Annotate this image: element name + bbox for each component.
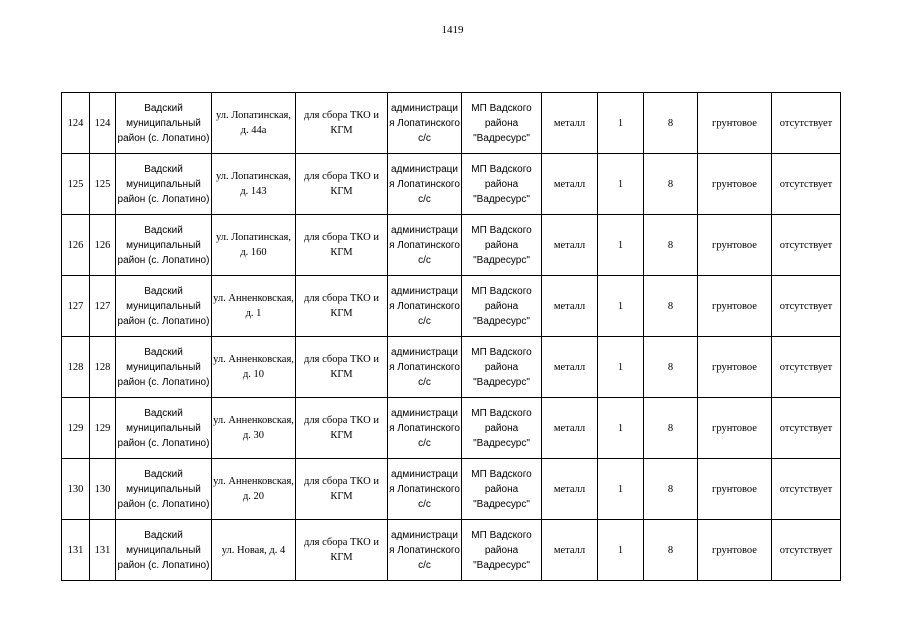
cell-district: Вадский муниципальный район (с. Лопатино) xyxy=(116,93,212,154)
table-body xyxy=(62,93,841,581)
cell-operator: МП Вадского района "Вадресурс" xyxy=(462,520,542,581)
cell-material: металл xyxy=(542,276,598,337)
cell-surface: грунтовое xyxy=(698,520,772,581)
cell-number: 125 xyxy=(62,154,90,215)
cell-operator: МП Вадского района "Вадресурс" xyxy=(462,276,542,337)
cell-fence: отсутствует xyxy=(772,93,841,154)
cell-purpose: для сбора ТКО и КГМ xyxy=(296,459,388,520)
cell-fence: отсутствует xyxy=(772,215,841,276)
cell-count: 1 xyxy=(598,459,644,520)
cell-operator: МП Вадского района "Вадресурс" xyxy=(462,398,542,459)
table-row xyxy=(62,93,841,154)
table-row xyxy=(62,215,841,276)
cell-material: металл xyxy=(542,459,598,520)
cell-register-number: 131 xyxy=(90,520,116,581)
registry-table xyxy=(61,92,841,581)
cell-operator: МП Вадского района "Вадресурс" xyxy=(462,459,542,520)
cell-register-number: 128 xyxy=(90,337,116,398)
cell-number: 129 xyxy=(62,398,90,459)
cell-fence: отсутствует xyxy=(772,459,841,520)
cell-number: 124 xyxy=(62,93,90,154)
cell-owner: администрация Лопатинского с/с xyxy=(388,459,462,520)
table-row xyxy=(62,398,841,459)
cell-register-number: 130 xyxy=(90,459,116,520)
cell-operator: МП Вадского района "Вадресурс" xyxy=(462,215,542,276)
cell-address: ул. Анненковская, д. 1 xyxy=(212,276,296,337)
cell-address: ул. Анненковская, д. 10 xyxy=(212,337,296,398)
cell-owner: администрация Лопатинского с/с xyxy=(388,215,462,276)
cell-number: 131 xyxy=(62,520,90,581)
cell-address: ул. Новая, д. 4 xyxy=(212,520,296,581)
cell-fence: отсутствует xyxy=(772,337,841,398)
cell-operator: МП Вадского района "Вадресурс" xyxy=(462,337,542,398)
cell-register-number: 125 xyxy=(90,154,116,215)
cell-district: Вадский муниципальный район (с. Лопатино) xyxy=(116,215,212,276)
cell-district: Вадский муниципальный район (с. Лопатино) xyxy=(116,520,212,581)
cell-number: 130 xyxy=(62,459,90,520)
cell-count: 1 xyxy=(598,276,644,337)
cell-material: металл xyxy=(542,154,598,215)
cell-surface: грунтовое xyxy=(698,215,772,276)
cell-volume: 8 xyxy=(644,520,698,581)
cell-number: 127 xyxy=(62,276,90,337)
cell-volume: 8 xyxy=(644,154,698,215)
cell-volume: 8 xyxy=(644,459,698,520)
cell-address: ул. Лопатинская, д. 143 xyxy=(212,154,296,215)
cell-fence: отсутствует xyxy=(772,398,841,459)
cell-material: металл xyxy=(542,215,598,276)
table-row xyxy=(62,520,841,581)
cell-address: ул. Лопатинская, д. 44а xyxy=(212,93,296,154)
cell-number: 128 xyxy=(62,337,90,398)
cell-volume: 8 xyxy=(644,337,698,398)
cell-address: ул. Анненковская, д. 20 xyxy=(212,459,296,520)
cell-purpose: для сбора ТКО и КГМ xyxy=(296,93,388,154)
cell-count: 1 xyxy=(598,520,644,581)
cell-count: 1 xyxy=(598,154,644,215)
cell-purpose: для сбора ТКО и КГМ xyxy=(296,398,388,459)
table-row xyxy=(62,276,841,337)
cell-count: 1 xyxy=(598,93,644,154)
table-row xyxy=(62,154,841,215)
cell-material: металл xyxy=(542,398,598,459)
cell-address: ул. Лопатинская, д. 160 xyxy=(212,215,296,276)
cell-register-number: 129 xyxy=(90,398,116,459)
cell-surface: грунтовое xyxy=(698,459,772,520)
cell-owner: администрация Лопатинского с/с xyxy=(388,154,462,215)
cell-volume: 8 xyxy=(644,93,698,154)
cell-district: Вадский муниципальный район (с. Лопатино) xyxy=(116,398,212,459)
page-number: 1419 xyxy=(441,24,464,36)
cell-purpose: для сбора ТКО и КГМ xyxy=(296,337,388,398)
cell-owner: администрация Лопатинского с/с xyxy=(388,276,462,337)
cell-district: Вадский муниципальный район (с. Лопатино) xyxy=(116,459,212,520)
cell-count: 1 xyxy=(598,215,644,276)
cell-volume: 8 xyxy=(644,215,698,276)
cell-district: Вадский муниципальный район (с. Лопатино) xyxy=(116,276,212,337)
cell-volume: 8 xyxy=(644,276,698,337)
cell-material: металл xyxy=(542,337,598,398)
cell-fence: отсутствует xyxy=(772,154,841,215)
cell-material: металл xyxy=(542,520,598,581)
cell-owner: администрация Лопатинского с/с xyxy=(388,337,462,398)
cell-count: 1 xyxy=(598,337,644,398)
cell-surface: грунтовое xyxy=(698,276,772,337)
cell-purpose: для сбора ТКО и КГМ xyxy=(296,154,388,215)
cell-count: 1 xyxy=(598,398,644,459)
cell-fence: отсутствует xyxy=(772,520,841,581)
cell-purpose: для сбора ТКО и КГМ xyxy=(296,276,388,337)
cell-owner: администрация Лопатинского с/с xyxy=(388,93,462,154)
cell-material: металл xyxy=(542,93,598,154)
table-row xyxy=(62,459,841,520)
cell-operator: МП Вадского района "Вадресурс" xyxy=(462,154,542,215)
cell-register-number: 124 xyxy=(90,93,116,154)
cell-purpose: для сбора ТКО и КГМ xyxy=(296,520,388,581)
cell-owner: администрация Лопатинского с/с xyxy=(388,520,462,581)
cell-owner: администрация Лопатинского с/с xyxy=(388,398,462,459)
cell-district: Вадский муниципальный район (с. Лопатино) xyxy=(116,154,212,215)
table-row xyxy=(62,337,841,398)
cell-surface: грунтовое xyxy=(698,337,772,398)
cell-surface: грунтовое xyxy=(698,398,772,459)
cell-operator: МП Вадского района "Вадресурс" xyxy=(462,93,542,154)
cell-volume: 8 xyxy=(644,398,698,459)
cell-number: 126 xyxy=(62,215,90,276)
cell-address: ул. Анненковская, д. 30 xyxy=(212,398,296,459)
cell-register-number: 126 xyxy=(90,215,116,276)
cell-district: Вадский муниципальный район (с. Лопатино) xyxy=(116,337,212,398)
cell-surface: грунтовое xyxy=(698,154,772,215)
cell-surface: грунтовое xyxy=(698,93,772,154)
cell-register-number: 127 xyxy=(90,276,116,337)
cell-purpose: для сбора ТКО и КГМ xyxy=(296,215,388,276)
cell-fence: отсутствует xyxy=(772,276,841,337)
